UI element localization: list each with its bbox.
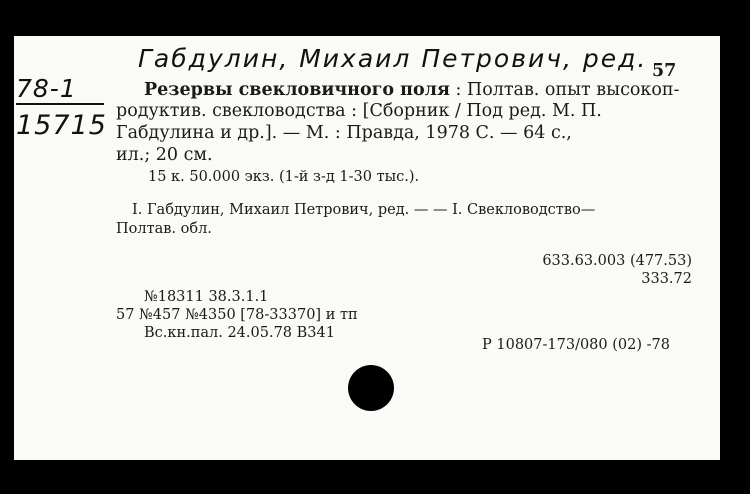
order-number: Р 10807-173/080 (02) -78 [482, 337, 670, 353]
handwritten-number: 15715 [16, 110, 107, 141]
punch-hole [348, 365, 394, 411]
handwritten-code: 78-1 [16, 74, 77, 103]
catalog-card [14, 36, 720, 460]
meta-line-3: Вс.кн.пал. 24.05.78 В341 [144, 325, 335, 341]
description-line-3: Габдулина и др.]. — М. : Правда, 1978 С. — 64 с., [116, 123, 572, 143]
title-line [144, 79, 679, 101]
classification-1: 633.63.003 (477.53) [542, 253, 692, 269]
meta-line-2: 57 №457 №4350 [78-33370] и тп [116, 307, 358, 323]
tracing-entry-1: I. Габдулин, Михаил Петрович, ред. — — I. Свекловодство— [132, 202, 596, 218]
meta-line-1: №18311 38.3.1.1 [144, 289, 269, 305]
description-line-4: ил.; 20 см. [116, 145, 213, 165]
title-rest: : Полтав. опыт высокоп- [449, 80, 680, 100]
handwritten-header: Габдулин, Михаил Петрович, ред. [138, 44, 648, 73]
code-underline [16, 103, 104, 105]
description-line-2: родуктив. свекловодства : [Сборник / Под ред. М. П. [116, 101, 602, 121]
classification-2: 333.72 [641, 271, 692, 287]
top-number: 57 [652, 61, 677, 81]
title-bold: Резервы свекловичного поля [144, 80, 450, 100]
tracing-entry-2: Полтав. обл. [116, 221, 212, 237]
price-line: 15 к. 50.000 экз. (1-й з-д 1-30 тыс.). [148, 169, 420, 185]
